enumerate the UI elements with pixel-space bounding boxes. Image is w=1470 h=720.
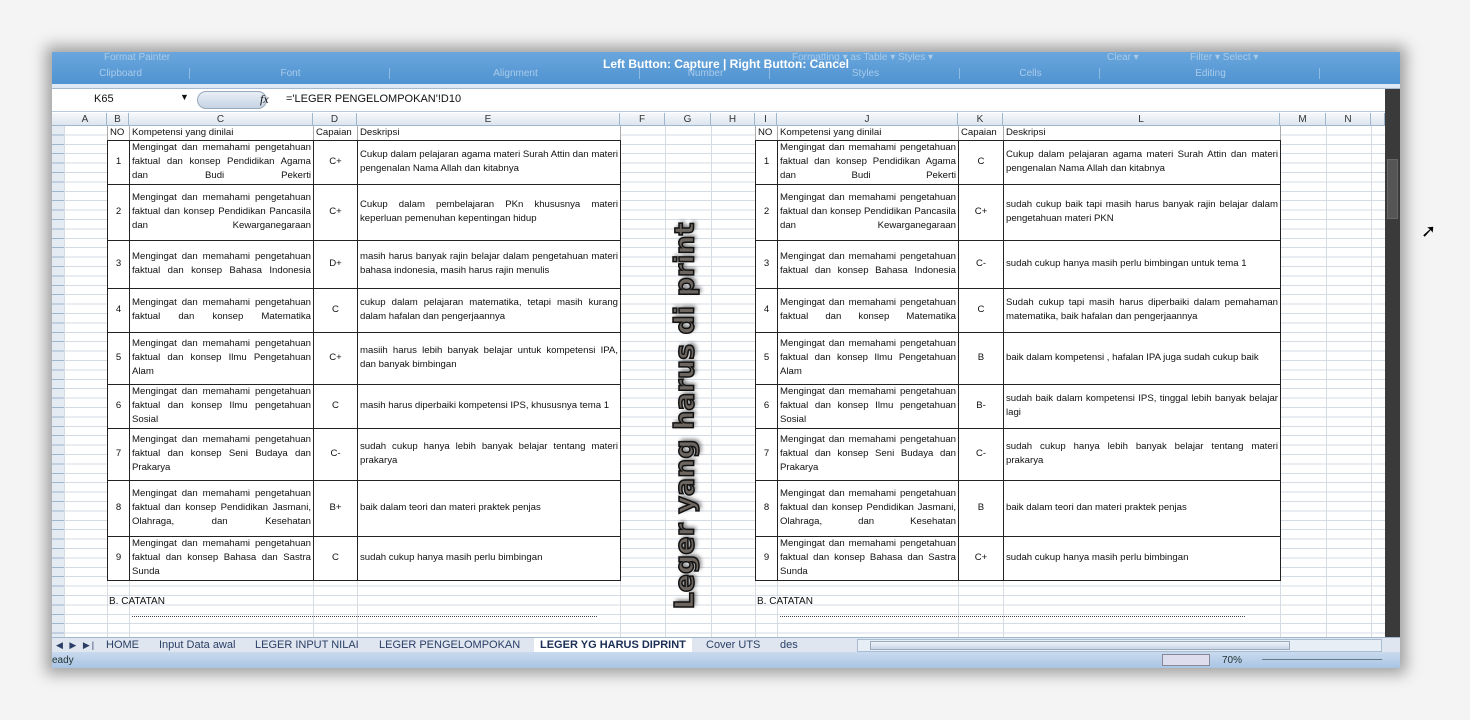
formula-input[interactable]: ='LEGER PENGELOMPOKAN'!D10 <box>286 93 462 105</box>
zoom-slider[interactable] <box>1262 659 1382 660</box>
column-header[interactable]: F <box>620 113 665 126</box>
cell-no[interactable]: 4 <box>108 288 130 332</box>
cell-cap[interactable]: C+ <box>959 184 1004 240</box>
column-header[interactable]: I <box>755 113 777 126</box>
header-capaian: Capaian <box>314 126 358 140</box>
cell-cap[interactable]: B- <box>959 384 1004 428</box>
table-row <box>108 140 621 184</box>
table-row <box>108 240 621 288</box>
cell-komp[interactable]: Mengingat dan memahami pengetahuan faktual dan konsep Bahasa dan Sastra Sunda <box>130 536 314 580</box>
cell-desc[interactable]: baik dalam kompetensi , hafalan IPA juga sudah cukup baik <box>1004 332 1281 384</box>
table-row <box>756 428 1281 480</box>
table-row <box>108 384 621 428</box>
dotted-line <box>132 616 597 617</box>
cell-cap[interactable]: B <box>959 332 1004 384</box>
cell-cap[interactable]: C <box>314 288 358 332</box>
styles-buttons[interactable]: Formatting ▾ as Table ▾ Styles ▾ <box>792 52 934 63</box>
horizontal-scrollbar[interactable] <box>857 639 1382 652</box>
cell-komp[interactable]: Mengingat dan memahami pengetahuan faktual dan konsep Pendidikan Jasmani, Olahraga, dan Kesehatan <box>130 480 314 536</box>
cell-desc[interactable]: sudah cukup hanya masih perlu bimbingan <box>358 536 621 580</box>
table-row <box>756 480 1281 536</box>
ribbon <box>52 52 1400 84</box>
gridline <box>1326 126 1327 637</box>
sheet-tab[interactable]: LEGER PENGELOMPOKAN <box>379 639 521 651</box>
cell-komp[interactable]: Mengingat dan memahami pengetahuan faktual dan konsep Pendidikan Agama dan Budi Pekerti <box>778 140 959 184</box>
cell-cap[interactable]: C+ <box>314 332 358 384</box>
cell-cap[interactable]: C+ <box>314 184 358 240</box>
cell-no[interactable]: 1 <box>108 140 130 184</box>
cell-cap[interactable]: C- <box>959 240 1004 288</box>
table-row <box>108 332 621 384</box>
cell-komp[interactable]: Mengingat dan memahami pengetahuan faktual dan konsep Bahasa dan Sastra Sunda <box>778 536 959 580</box>
column-header[interactable]: M <box>1280 113 1326 126</box>
dotted-line <box>780 616 1245 617</box>
sheet-tab[interactable]: LEGER YG HARUS DIPRINT <box>534 638 692 653</box>
table-row <box>108 536 621 580</box>
watermark-text: Leger yang harus di print <box>669 222 701 610</box>
table-row <box>756 332 1281 384</box>
column-header[interactable]: E <box>357 113 620 126</box>
header-kompetensi: Kompetensi yang dinilai <box>778 126 959 140</box>
worksheet-grid[interactable] <box>52 126 1385 637</box>
sheet-tab-bar <box>52 637 1400 652</box>
mouse-cursor-icon: ➚ <box>1421 221 1437 241</box>
row-headers <box>52 126 64 637</box>
table-row <box>756 140 1281 184</box>
cell-cap[interactable]: C <box>959 140 1004 184</box>
column-header[interactable]: N <box>1326 113 1371 126</box>
cell-no[interactable]: 6 <box>756 384 778 428</box>
cell-desc[interactable]: sudah cukup hanya masih perlu bimbingan untuk tema 1 <box>1004 240 1281 288</box>
status-bar <box>52 652 1400 668</box>
column-header[interactable]: A <box>64 113 107 126</box>
catatan-label: B. CATATAN <box>757 596 813 607</box>
cell-komp[interactable]: Mengingat dan memahami pengetahuan faktual dan konsep Matematika <box>130 288 314 332</box>
sheet-tab[interactable]: HOME <box>106 639 139 651</box>
cell-cap[interactable]: B+ <box>314 480 358 536</box>
cell-no[interactable]: 8 <box>108 480 130 536</box>
cell-cap[interactable]: D+ <box>314 240 358 288</box>
cell-cap[interactable]: C <box>314 536 358 580</box>
status-ready: eady <box>52 655 74 666</box>
cell-cap[interactable]: C- <box>959 428 1004 480</box>
cell-no[interactable]: 9 <box>756 536 778 580</box>
column-header[interactable]: G <box>665 113 711 126</box>
sheet-tab[interactable]: Input Data awal <box>159 639 236 651</box>
vertical-scrollbar[interactable] <box>1385 89 1400 637</box>
scrollbar-thumb[interactable] <box>1387 159 1398 219</box>
header-kompetensi: Kompetensi yang dinilai <box>130 126 314 140</box>
ribbon-group-styles: Styles <box>772 68 960 79</box>
table-row <box>108 480 621 536</box>
column-header[interactable]: B <box>107 113 129 126</box>
ribbon-group-cells: Cells <box>962 68 1100 79</box>
cell-komp[interactable]: Mengingat dan memahami pengetahuan faktual dan konsep Bahasa Indonesia <box>778 240 959 288</box>
cell-no[interactable]: 2 <box>756 184 778 240</box>
column-header[interactable]: K <box>958 113 1003 126</box>
ribbon-group-editing: Editing <box>1102 68 1320 79</box>
filter-select-buttons[interactable]: Filter ▾ Select ▾ <box>1190 52 1259 63</box>
cell-desc[interactable]: Sudah cukup tapi masih harus diperbaiki dalam pemahaman matematika, baik hafalan dan pengerjaannya <box>1004 288 1281 332</box>
table-row <box>108 288 621 332</box>
ribbon-group-clipboard: Clipboard <box>52 68 190 79</box>
header-capaian: Capaian <box>959 126 1004 140</box>
scrollbar-thumb[interactable] <box>870 641 1290 650</box>
header-no: NO <box>108 126 130 140</box>
cell-desc[interactable]: baik dalam teori dan materi praktek penjas <box>358 480 621 536</box>
insert-function-icon[interactable]: fx <box>260 92 269 106</box>
cell-komp[interactable]: Mengingat dan memahami pengetahuan faktual dan konsep Matematika <box>778 288 959 332</box>
cell-no[interactable]: 8 <box>756 480 778 536</box>
cell-desc[interactable]: Cukup dalam pembelajaran PKn khususnya materi keperluan pemenuhan kepentingan hidup <box>358 184 621 240</box>
sheet-nav-arrows-icon[interactable]: ◀ ▶ ▶| <box>56 640 97 650</box>
cell-komp[interactable]: Mengingat dan memahami pengetahuan faktual dan konsep Ilmu pengetahuan Sosial <box>778 384 959 428</box>
cell-komp[interactable]: Mengingat dan memahami pengetahuan faktual dan konsep Bahasa Indonesia <box>130 240 314 288</box>
cell-desc[interactable]: cukup dalam pelajaran matematika, tetapi masih kurang dalam hafalan dan pengerjaannya <box>358 288 621 332</box>
cell-no[interactable]: 2 <box>108 184 130 240</box>
cell-desc[interactable]: sudah cukup hanya lebih banyak belajar tentang materi prakarya <box>1004 428 1281 480</box>
right-table <box>755 126 1281 581</box>
cell-desc[interactable]: sudah cukup baik tapi masih harus banyak rajin belajar dalam pengetahuan materi PKN <box>1004 184 1281 240</box>
gridline <box>711 126 712 637</box>
header-deskripsi: Deskripsi <box>358 126 621 140</box>
ribbon-group-number: Number <box>642 68 770 79</box>
cell-no[interactable]: 3 <box>756 240 778 288</box>
cell-desc[interactable]: masiih harus lebih banyak belajar untuk kompetensi IPA, dan banyak bimbingan <box>358 332 621 384</box>
cell-no[interactable]: 7 <box>108 428 130 480</box>
cell-desc[interactable]: masih harus banyak rajin belajar dalam pengetahuan materi bahasa indonesia, masih harus rajin menulis <box>358 240 621 288</box>
cell-desc[interactable]: sudah cukup hanya lebih banyak belajar tentang materi prakarya <box>358 428 621 480</box>
view-buttons[interactable] <box>1162 654 1210 666</box>
format-painter-button[interactable]: Format Painter <box>104 52 171 63</box>
formula-bar <box>52 89 1385 112</box>
sheet-tab[interactable]: LEGER INPUT NILAI <box>255 639 359 651</box>
cell-no[interactable]: 9 <box>108 536 130 580</box>
cell-no[interactable]: 6 <box>108 384 130 428</box>
cell-komp[interactable]: Mengingat dan memahami pengetahuan faktual dan konsep Ilmu Pengetahuan Alam <box>130 332 314 384</box>
gridline <box>1371 126 1372 637</box>
cell-komp[interactable]: Mengingat dan memahami pengetahuan faktual dan konsep Pendidikan Pancasila dan Kewarganegaraan <box>778 184 959 240</box>
ribbon-group-alignment: Alignment <box>392 68 640 79</box>
header-no: NO <box>756 126 778 140</box>
cell-komp[interactable]: Mengingat dan memahami pengetahuan faktual dan konsep Pendidikan Jasmani, Olahraga, dan Kesehatan <box>778 480 959 536</box>
cell-desc[interactable]: masih harus diperbaiki kompetensi IPS, khususnya tema 1 <box>358 384 621 428</box>
column-header[interactable]: J <box>777 113 958 126</box>
table-row <box>756 288 1281 332</box>
table-row <box>756 240 1281 288</box>
cell-cap[interactable]: C+ <box>314 140 358 184</box>
cell-desc[interactable]: sudah baik dalam kompetensi IPS, tinggal lebih banyak belajar lagi <box>1004 384 1281 428</box>
formula-bar-expand-button[interactable] <box>197 91 267 109</box>
cell-no[interactable]: 7 <box>756 428 778 480</box>
cell-cap[interactable]: C+ <box>959 536 1004 580</box>
left-table <box>107 126 621 581</box>
clear-button[interactable]: Clear ▾ <box>1107 52 1139 63</box>
column-header[interactable] <box>1371 113 1385 126</box>
cell-desc[interactable]: Cukup dalam pelajaran agama materi Surah Attin dan materi pengenalan Nama Allah dan kitabnya <box>358 140 621 184</box>
excel-window <box>52 52 1400 668</box>
cell-cap[interactable]: C <box>959 288 1004 332</box>
sheet-tab[interactable]: Cover UTS <box>706 639 761 651</box>
cell-cap[interactable]: C- <box>314 428 358 480</box>
name-box[interactable]: K65 <box>94 93 114 105</box>
table-row <box>108 428 621 480</box>
cell-desc[interactable]: Cukup dalam pelajaran agama materi Surah Attin dan materi pengenalan Nama Allah dan kitabnya <box>1004 140 1281 184</box>
column-header[interactable]: H <box>711 113 755 126</box>
cell-no[interactable]: 5 <box>756 332 778 384</box>
table-row <box>108 184 621 240</box>
zoom-level[interactable]: 70% <box>1222 655 1243 666</box>
cell-komp[interactable]: Mengingat dan memahami pengetahuan faktual dan konsep Seni Budaya dan Prakarya <box>130 428 314 480</box>
cell-komp[interactable]: Mengingat dan memahami pengetahuan faktual dan konsep Ilmu Pengetahuan Alam <box>778 332 959 384</box>
table-row <box>756 384 1281 428</box>
table-row <box>756 184 1281 240</box>
cell-no[interactable]: 1 <box>756 140 778 184</box>
cell-komp[interactable]: Mengingat dan memahami pengetahuan faktual dan konsep Seni Budaya dan Prakarya <box>778 428 959 480</box>
cell-desc[interactable]: sudah cukup hanya masih perlu bimbingan <box>1004 536 1281 580</box>
column-header[interactable]: C <box>129 113 313 126</box>
cell-cap[interactable]: C <box>314 384 358 428</box>
capture-overlay-text: Left Button: Capture | Right Button: Cancel <box>603 57 849 71</box>
catatan-label: B. CATATAN <box>109 596 165 607</box>
table-row <box>756 536 1281 580</box>
cell-cap[interactable]: B <box>959 480 1004 536</box>
cell-komp[interactable]: Mengingat dan memahami pengetahuan faktual dan konsep Pendidikan Agama dan Budi Pekerti <box>130 140 314 184</box>
column-header[interactable]: L <box>1003 113 1280 126</box>
ribbon-group-font: Font <box>192 68 390 79</box>
cell-no[interactable]: 3 <box>108 240 130 288</box>
name-box-dropdown-icon[interactable]: ▼ <box>180 92 189 102</box>
cell-no[interactable]: 5 <box>108 332 130 384</box>
column-headers <box>52 113 1385 126</box>
header-deskripsi: Deskripsi <box>1004 126 1281 140</box>
gridline <box>64 126 65 637</box>
gridline <box>665 126 666 637</box>
sheet-tab[interactable]: des <box>780 639 798 651</box>
cell-desc[interactable]: baik dalam teori dan materi praktek penjas <box>1004 480 1281 536</box>
cell-komp[interactable]: Mengingat dan memahami pengetahuan faktual dan konsep Ilmu pengetahuan Sosial <box>130 384 314 428</box>
cell-komp[interactable]: Mengingat dan memahami pengetahuan faktual dan konsep Pendidikan Pancasila dan Kewarganegaraan <box>130 184 314 240</box>
cell-no[interactable]: 4 <box>756 288 778 332</box>
column-header[interactable]: D <box>313 113 357 126</box>
